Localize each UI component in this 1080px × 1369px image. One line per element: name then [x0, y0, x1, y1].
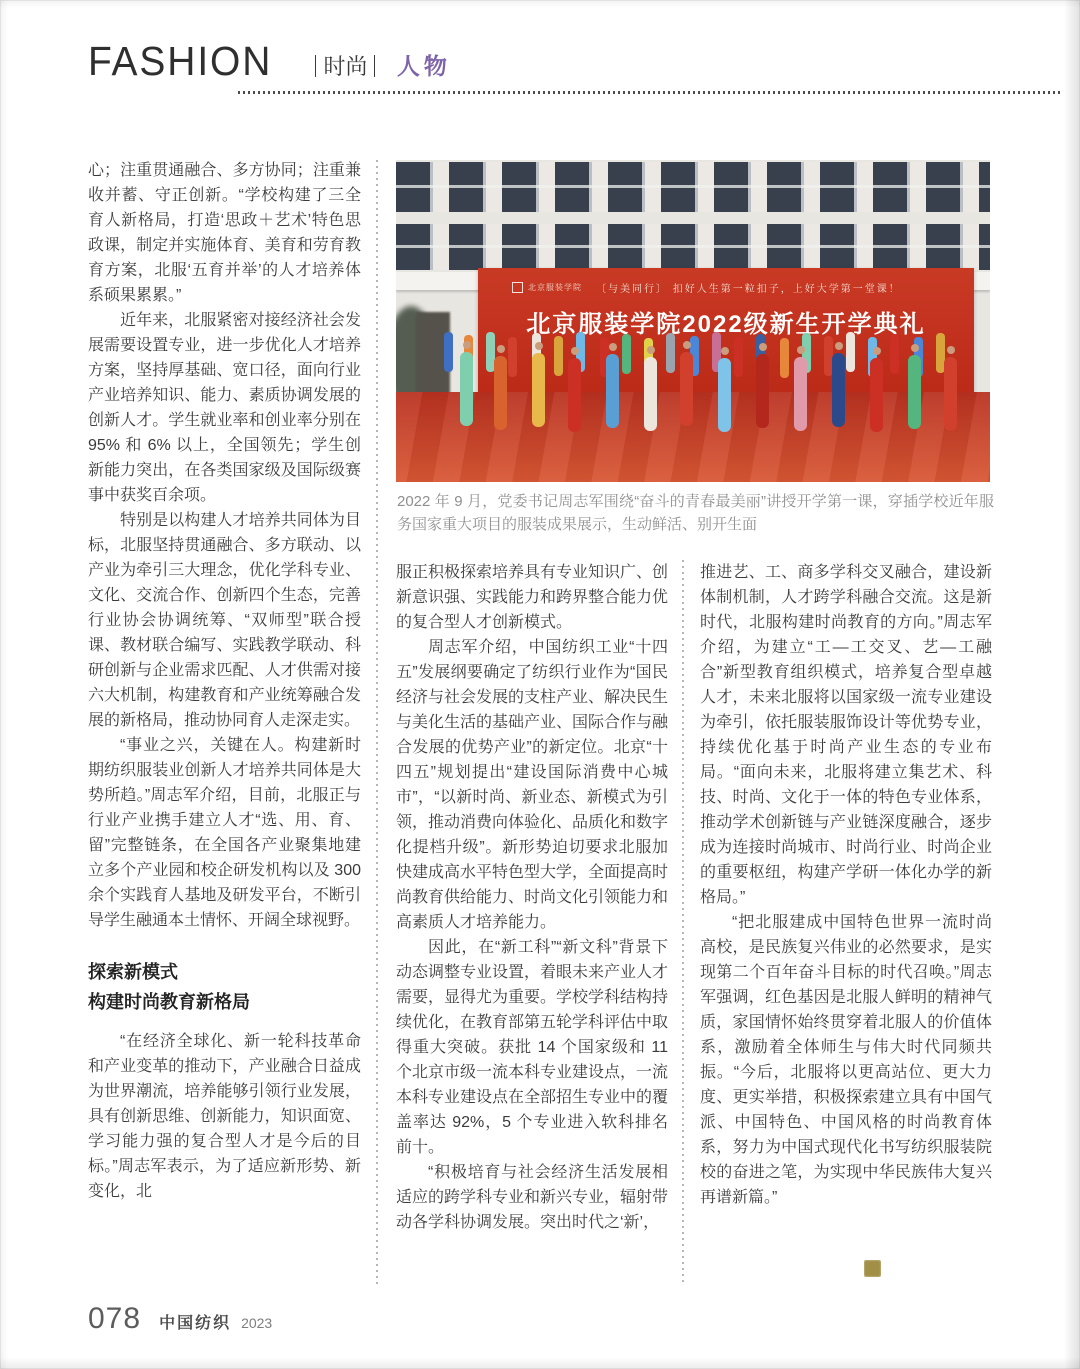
banner-title: 北京服装学院2022级新生开学典礼 — [526, 311, 926, 338]
crowd-back-row — [444, 332, 453, 372]
column-left — [88, 158, 361, 1204]
paragraph: 近年来，北服紧密对接经济社会发展需要设置专业，进一步优化人才培养方案，坚持厚基础、宽口径，面向行业产业培养知识、能力、素质协调发展的创新人才。学生就业率和创业率分别在 95% 和 6% 以上，全国领先；学生创新能力突出，在各类国家级及国际级赛事中获奖百余项。 — [88, 312, 361, 504]
column-divider — [682, 560, 684, 1286]
school-logo-text: 北京服装学院 — [528, 283, 582, 292]
page-edge — [0, 0, 8, 1369]
column-right — [700, 560, 992, 1210]
page-edge — [1064, 0, 1080, 1369]
page-number: 078 — [88, 1302, 142, 1335]
magazine-name: 中国纺织 — [159, 1315, 232, 1332]
paragraph: 推进艺、工、商多学科交叉融合，建设新体制机制，人才跨学科融合交流。这是新时代，北服构建时尚教育的方向。”周志军介绍，为建立“工—工交叉、艺—工融合”新型教育组织模式，培养复合型卓越人才，未来北服将以国家级一流专业建设为牵引，依托服装服饰设计等优势专业，持续优化基于时尚产业生态的专业布局。“面向未来，北服将建立集艺术、科技、时尚、文化于一体的特色专业体系，推动学术创新链与产业链深度融合，逐步成为连接时尚城市、时尚行业、时尚企业的重要枢纽，构建产学研一体化办学的新格局。” — [700, 564, 992, 906]
paragraph: 因此，在“新工科”“新文科”背景下动态调整专业设置，着眼未来产业人才需要，显得尤为重要。学校学科结构持续优化，在教育部第五轮学科评估中取得重大突破。获批 14 个国家级和 11 个北京市级一流本科专业建设点，一流本科专业建设点在全部招生专业中的覆盖率达 92%，5 个专业进入软科排名前十。 — [396, 939, 669, 1156]
paragraph: “积极培育与社会经济生活发展相适应的跨学科专业和新兴专业，辐射带动各学科协调发展。突出时代之‘新’， — [396, 1164, 669, 1231]
column-middle — [396, 560, 668, 1235]
magazine-year: 2023 — [241, 1315, 273, 1331]
paragraph: “在经济全球化、新一轮科技革命和产业变革的推动下，产业融合日益成为世界潮流，培养能够引领行业发展，具有创新思维、创新能力，知识面宽、学习能力强的复合型人才是今后的目标。”周志军表示，为了适应新形势、新变化，北 — [88, 1033, 361, 1200]
building-windows-row — [396, 224, 990, 270]
section-label: 时尚 — [323, 54, 368, 79]
banner-slogan: 〔与美同行〕 扣好人生第一粒扣子，上好大学第一堂课！ — [596, 284, 901, 295]
dotted-rule — [238, 91, 1062, 94]
column-divider — [376, 160, 378, 1286]
ceremony-photo — [396, 160, 990, 482]
category-label: 人物 — [396, 53, 451, 79]
paragraph: 心；注重贯通融合、多方协同；注重兼收并蓄、守正创新。“学校构建了三全育人新格局，打造‘思政＋艺术’特色思政课，制定并实施体育、美育和劳育教育方案，北服‘五育并举’的人才培养体系硕果累累。” — [88, 162, 361, 304]
page-edge — [0, 0, 1080, 8]
subheading-line-2: 构建时尚教育新格局 — [88, 992, 250, 1012]
banner-slogan-row — [512, 280, 974, 295]
photo-caption: 2022 年 9 月，党委书记周志军围绕“奋斗的青春最美丽”讲授开学第一课，穿插学校近年服务国家重大项目的服装成果展示，生动鲜活、别开生面 — [397, 493, 994, 533]
subheading-line-1: 探索新模式 — [88, 962, 178, 982]
crowd-heads — [463, 341, 471, 349]
building-windows-row — [396, 162, 990, 212]
paragraph: 特别是以构建人才培养共同体为目标，北服坚持贯通融合、多方联动、以产业为牵引三大理念，优化学科专业、文化、交流合作、创新四个生态，完善行业协会协调统筹、“双师型”联合授课、教材联合编写、实践教学联动、科研创新与企业需求匹配、人才供需对接六大机制，构建教育和产业统筹融合发展的新格局，推动协同育人走深走实。 — [88, 512, 361, 729]
stage-backdrop-banner — [478, 268, 974, 398]
school-logo-icon — [512, 282, 523, 293]
crowd-front-row — [460, 352, 473, 426]
page-footer — [88, 1302, 272, 1338]
magazine-brand: FASHION — [88, 38, 273, 84]
divider-bar — [374, 55, 375, 77]
section-subheading — [88, 957, 361, 1017]
paragraph: “事业之兴，关键在人。构建新时期纺织服装业创新人才培养共同体是大势所趋。”周志军介绍，目前，北服正与行业产业携手建立人才“选、用、育、留”完整链条，在全国各产业聚集地建立多个产业园和校企研发机构以及 300 余个实践育人基地及研发平台，不断引导学生融通本土情怀、开阔全球视野。 — [88, 737, 361, 929]
page-edge — [0, 1357, 1080, 1369]
page-header — [88, 38, 1062, 94]
section-label-wrap — [308, 50, 382, 85]
end-of-article-mark — [864, 1260, 881, 1277]
divider-bar — [315, 55, 316, 77]
paragraph: “把北服建成中国特色世界一流时尚高校，是民族复兴伟业的必然要求，是实现第二个百年奋斗目标的时代召唤。”周志军强调，红色基因是北服人鲜明的精神气质，家国情怀始终贯穿着北服人的价值体系，激励着全体师生与伟大时代同频共振。“今后，北服将以更高站位、更大力度、更实举措，积极探索建立具有中国气派、中国特色、中国风格的时尚教育体系，努力为中国式现代化书写纺织服装院校的奋进之笔，为实现中华民族伟大复兴再谱新篇。” — [700, 914, 992, 1206]
paragraph: 周志军介绍，中国纺织工业“十四五”发展纲要确定了纺织行业作为“国民经济与社会发展的支柱产业、解决民生与美化生活的基础产业、国际合作与融合发展的优势产业”的新定位。北京“十四五”规划提出“建设国际消费中心城市”，“以新时尚、新业态、新模式为引领，推动消费向体验化、品质化和数字化提档升级”。新形势迫切要求北服加快建成高水平特色型大学，全面提高时尚教育供给能力、时尚文化引领能力和高素质人才培养能力。 — [396, 639, 669, 931]
paragraph: 服正积极探索培养具有专业知识广、创新意识强、实践能力和跨界整合能力优的复合型人才创新模式。 — [396, 564, 669, 631]
red-carpet — [396, 392, 990, 482]
